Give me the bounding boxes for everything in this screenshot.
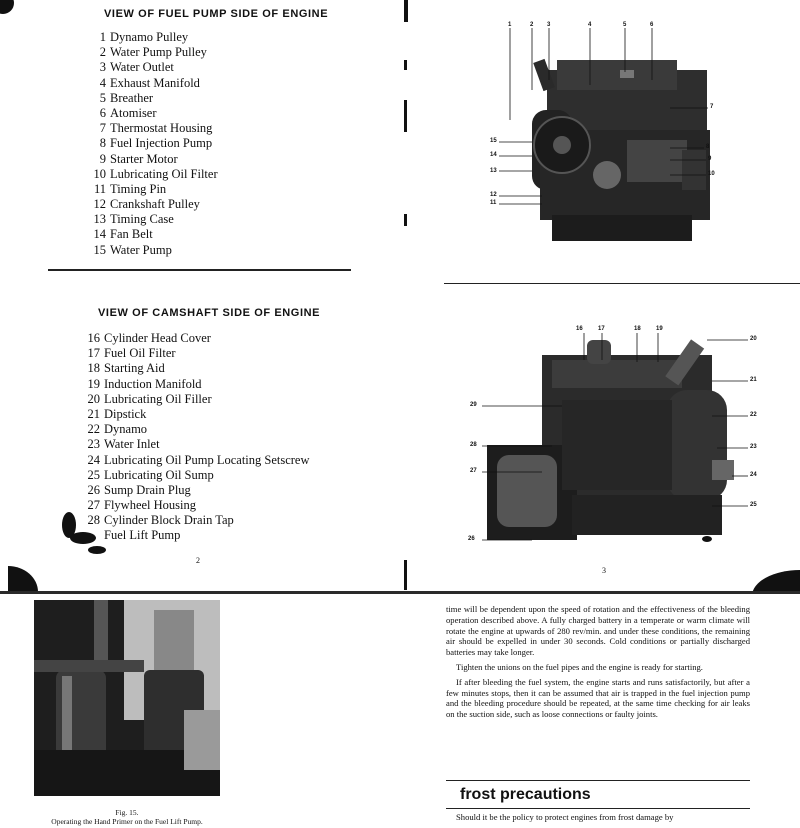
page-rule xyxy=(444,283,800,284)
photo-callout: 18 xyxy=(634,326,641,332)
gutter-mark xyxy=(404,100,407,132)
part-number: 21 xyxy=(87,406,100,421)
figure-caption-text: Operating the Hand Primer on the Fuel Lift Pump. xyxy=(51,817,203,826)
part-name: Starting Aid xyxy=(104,361,165,376)
part-number: 14 xyxy=(93,227,106,242)
part-list-item xyxy=(78,377,310,392)
page-corner-shadow xyxy=(752,570,800,592)
section-rule xyxy=(48,269,351,271)
manual-page-4 xyxy=(0,594,400,828)
part-name: Lubricating Oil Filler xyxy=(104,391,212,406)
part-number: 5 xyxy=(99,90,106,105)
hand-primer-photo xyxy=(34,600,220,796)
photo-callout: 13 xyxy=(490,168,497,174)
part-number: 1 xyxy=(99,30,106,44)
manual-page-3 xyxy=(412,0,800,592)
camshaft-side-parts-list xyxy=(78,331,310,544)
page-corner-shadow xyxy=(0,0,14,14)
fuel-pump-side-heading: VIEW OF FUEL PUMP SIDE OF ENGINE xyxy=(104,8,329,20)
body-paragraph: time will be dependent upon the speed of rotation and the effectiveness of the bleeding operation described above. A fully charged battery in a temperate or warm climate will rotate the engine at upwards of 280 rev/min. and under these conditions, the remaining air should be expelled in under 30 seconds. Cold conditions or partially discharged batteries may take longer. xyxy=(446,604,750,658)
part-name: Water Pump xyxy=(110,242,172,257)
bleeding-procedure-text xyxy=(446,604,750,724)
page-corner-shadow xyxy=(8,566,38,592)
part-list-item xyxy=(84,106,218,121)
photo-callout: 9 xyxy=(708,156,712,162)
part-name: Lubricating Oil Pump Locating Setscrew xyxy=(104,452,310,467)
section-rule xyxy=(446,780,750,781)
part-number: 6 xyxy=(99,105,106,120)
ink-blot xyxy=(70,532,96,544)
body-paragraph: Tighten the unions on the fuel pipes and the engine is ready for starting. xyxy=(456,661,703,672)
photo-callout: 3 xyxy=(547,22,551,28)
frost-precautions-heading: frost precautions xyxy=(460,786,591,803)
part-number: 20 xyxy=(87,391,100,406)
part-name: Dynamo xyxy=(104,422,148,437)
photo-callout: 12 xyxy=(490,192,497,198)
part-number: 22 xyxy=(87,422,100,437)
part-name: Fan Belt xyxy=(110,227,153,242)
photo-callout: 27 xyxy=(470,468,477,474)
part-name: Exhaust Manifold xyxy=(110,75,200,90)
part-number: 17 xyxy=(87,346,100,361)
part-list-item xyxy=(78,422,310,437)
part-name: Crankshaft Pulley xyxy=(110,197,200,212)
photo-callout: 15 xyxy=(490,138,497,144)
part-name: Cylinder Block Drain Tap xyxy=(104,513,234,528)
part-list-item xyxy=(78,392,310,407)
part-name: Thermostat Housing xyxy=(110,121,213,136)
photo-callout: 23 xyxy=(750,444,757,450)
part-number: 15 xyxy=(93,242,106,257)
part-name: Lubricating Oil Filter xyxy=(110,166,218,181)
part-number: 8 xyxy=(99,136,106,151)
photo-callout: 25 xyxy=(750,502,757,508)
part-list-item xyxy=(78,407,310,422)
photo-callout: 4 xyxy=(588,22,592,28)
part-name: Flywheel Housing xyxy=(104,498,197,513)
part-number: 7 xyxy=(99,121,106,136)
part-name: Water Inlet xyxy=(104,437,160,452)
part-list-item xyxy=(78,346,310,361)
page-number: 3 xyxy=(602,566,606,575)
part-number: 12 xyxy=(93,197,106,212)
part-number: 24 xyxy=(87,452,100,467)
part-list-item xyxy=(84,227,218,242)
engine-fuel-pump-side-photo xyxy=(412,0,800,290)
photo-callout: 6 xyxy=(650,22,654,28)
part-list-item xyxy=(84,167,218,182)
photo-callout: 2 xyxy=(530,22,534,28)
part-number: 28 xyxy=(87,513,100,528)
part-number: 19 xyxy=(87,376,100,391)
part-name: Atomiser xyxy=(110,105,157,120)
part-list-item xyxy=(84,136,218,151)
part-number: 26 xyxy=(87,482,100,497)
photo-callout: 1 xyxy=(508,22,512,28)
part-number: 10 xyxy=(93,166,106,181)
part-list-item xyxy=(78,361,310,376)
part-list-item xyxy=(78,528,310,543)
part-name: Induction Manifold xyxy=(104,376,202,391)
part-number: 4 xyxy=(99,75,106,90)
part-name: Fuel Oil Filter xyxy=(104,346,176,361)
part-name: Timing Pin xyxy=(110,181,167,196)
part-list-item xyxy=(84,121,218,136)
section-rule xyxy=(446,808,750,809)
part-list-item xyxy=(84,45,218,60)
part-name: Dynamo Pulley xyxy=(110,30,189,44)
photo-callout: 24 xyxy=(750,472,757,478)
photo-callout: 21 xyxy=(750,377,757,383)
photo-callout: 29 xyxy=(470,402,477,408)
part-name: Sump Drain Plug xyxy=(104,482,191,497)
photo-callout: 28 xyxy=(470,442,477,448)
part-list-item xyxy=(84,243,218,258)
gutter-mark xyxy=(404,0,408,22)
part-number: 2 xyxy=(99,45,106,60)
part-number: 25 xyxy=(87,467,100,482)
part-list-item xyxy=(78,331,310,346)
page-number: 2 xyxy=(196,556,200,565)
part-list-item xyxy=(84,152,218,167)
ink-blot xyxy=(702,536,712,542)
manual-page-2 xyxy=(0,0,400,592)
frost-precautions-text xyxy=(446,812,750,827)
gutter-mark xyxy=(404,214,407,226)
part-number: 18 xyxy=(87,361,100,376)
ink-blot xyxy=(88,546,106,554)
part-number: 3 xyxy=(99,60,106,75)
photo-callout: 8 xyxy=(706,144,710,150)
part-list-item xyxy=(84,76,218,91)
photo-callout: 16 xyxy=(576,326,583,332)
part-number: 16 xyxy=(87,331,100,345)
photo-callout: 19 xyxy=(656,326,663,332)
photo-callout: 17 xyxy=(598,326,605,332)
part-name: Breather xyxy=(110,90,154,105)
part-number: 27 xyxy=(87,498,100,513)
part-list-item xyxy=(78,513,310,528)
part-list-item xyxy=(78,498,310,513)
camshaft-side-heading: VIEW OF CAMSHAFT SIDE OF ENGINE xyxy=(98,307,321,319)
fuel-pump-side-parts-list xyxy=(84,30,218,258)
photo-callout: 26 xyxy=(468,536,475,542)
photo-callout: 11 xyxy=(490,200,497,206)
part-name: Lubricating Oil Sump xyxy=(104,467,214,482)
gutter-mark xyxy=(404,60,407,70)
part-name: Fuel Injection Pump xyxy=(110,136,213,151)
part-number: 11 xyxy=(93,181,106,196)
part-name: Starter Motor xyxy=(110,151,178,166)
part-list-item xyxy=(78,437,310,452)
frost-paragraph: Should it be the policy to protect engines from frost damage by xyxy=(456,812,674,822)
part-list-item xyxy=(84,30,218,45)
photo-callout: 10 xyxy=(708,171,715,177)
part-list-item xyxy=(78,483,310,498)
figure-number: Fig. 15. xyxy=(115,808,139,817)
photo-callout: 7 xyxy=(710,104,714,110)
part-name: Water Pump Pulley xyxy=(110,45,207,60)
part-name: Water Outlet xyxy=(110,60,174,75)
part-list-item xyxy=(84,60,218,75)
photo-callout: 5 xyxy=(623,22,627,28)
part-list-item xyxy=(84,91,218,106)
gutter-mark xyxy=(404,560,407,590)
part-name: Timing Case xyxy=(110,212,174,227)
photo-callout: 14 xyxy=(490,152,497,158)
engine-camshaft-side-photo xyxy=(412,300,800,560)
part-list-item xyxy=(84,182,218,197)
part-list-item xyxy=(84,197,218,212)
part-list-item xyxy=(84,212,218,227)
photo-callout: 20 xyxy=(750,336,757,342)
body-paragraph: If after bleeding the fuel system, the engine starts and runs satisfactorily, but after a few minutes stops, then it can be assumed that air is trapped in the fuel injection pump and the bleeding procedure should be repeated, at the same time checking for air leaks on the suction side, such as loose connections or faulty joints. xyxy=(446,676,750,720)
part-number: 23 xyxy=(87,437,100,452)
part-number: 9 xyxy=(99,151,106,166)
photo-callout: 22 xyxy=(750,412,757,418)
figure-caption xyxy=(4,808,250,826)
part-name: Cylinder Head Cover xyxy=(104,331,211,345)
part-number: 13 xyxy=(93,212,106,227)
manual-page-5 xyxy=(412,594,800,828)
part-name: Dipstick xyxy=(104,406,147,421)
part-list-item xyxy=(78,453,310,468)
part-list-item xyxy=(78,468,310,483)
part-name: Fuel Lift Pump xyxy=(104,528,181,543)
